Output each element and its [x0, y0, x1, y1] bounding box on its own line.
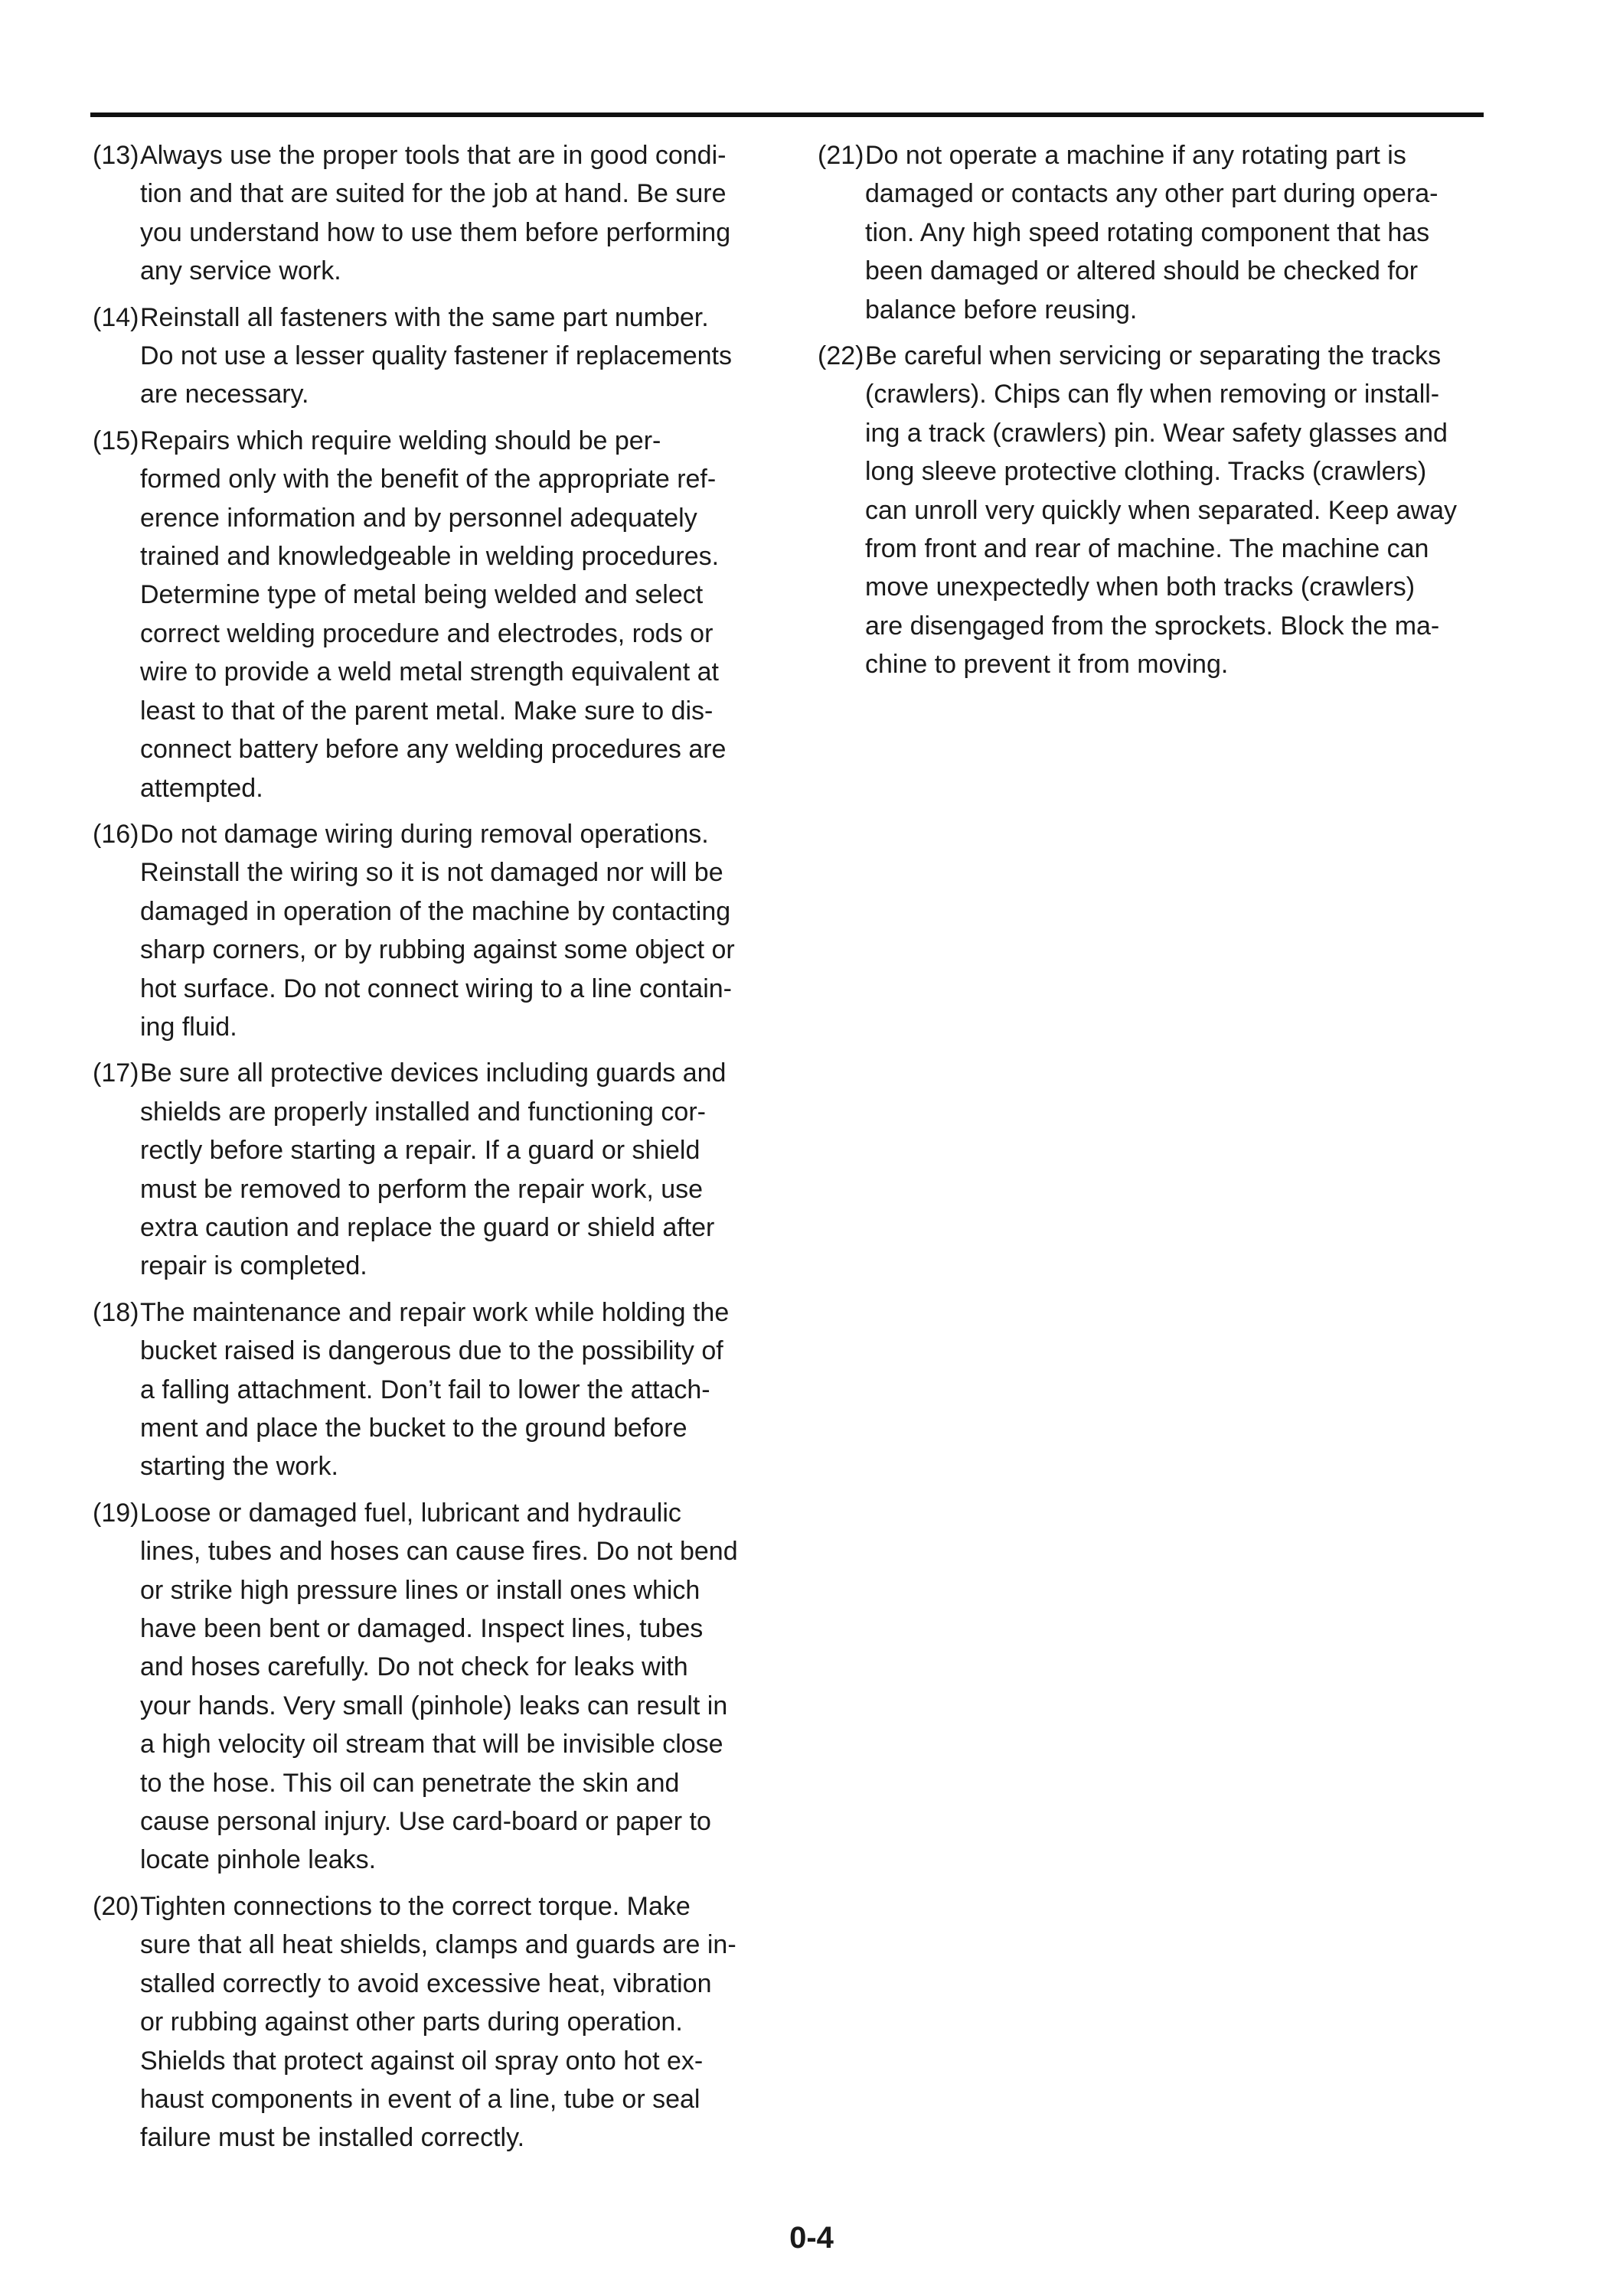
item-text: The maintenance and repair work while holding the bucket raised is dangerous due to the possibility of a falling attachment. Don’t fail to lower the attach- ment and place the bucket to the ground before starting the work.	[140, 1297, 730, 1482]
item-text: Be sure all protective devices including guards and shields are properly installed and functioning cor- rectly before starting a repair. If a guard or shield must be removed to perform the repair work, use extra caution and replace the guard or shield after repair is completed.	[140, 1058, 727, 1281]
item-number: (22)	[818, 341, 864, 371]
item-number: (18)	[93, 1297, 139, 1327]
list-item	[93, 1887, 766, 2157]
item-text: Tighten connections to the correct torque. Make sure that all heat shields, clamps and guards are in- stalled correctly to avoid excessive heat, vibration or rubbing against other parts during operation. Shields that protect against oil spray onto hot ex- haust components in event of a line, tube or seal failure must be installed correctly.	[140, 1891, 736, 2153]
item-number: (13)	[93, 141, 139, 170]
left-column	[93, 136, 766, 2165]
list-item	[93, 136, 766, 291]
item-text: Be careful when servicing or separating the tracks (crawlers). Chips can fly when removing or install- ing a track (crawlers) pin. Wear safety glasses and long sleeve protective clothing. Tracks (crawlers) can unroll very quickly when separated. Keep away from front and rear of machine. The machine can move unexpectedly when both tracks (crawlers) are disengaged from the sprockets. Block the ma- chine to prevent it from moving.	[865, 341, 1457, 680]
item-number: (14)	[93, 302, 139, 332]
page-number: 0-4	[789, 2221, 834, 2255]
item-number: (15)	[93, 426, 139, 455]
list-item	[93, 422, 766, 807]
item-number: (20)	[93, 1891, 139, 1921]
item-text: Loose or damaged fuel, lubricant and hydraulic lines, tubes and hoses can cause fires. Do not bend or strike high pressure lines or install ones which have been bent or damaged. Inspect lines, tubes and hoses carefully. Do not check for leaks with your hands. Very small (pinhole) leaks can result in a high velocity oil stream that will be invisible close to the hose. This oil can penetrate the skin and cause personal injury. Use card-board or paper to locate pinhole leaks.	[140, 1498, 738, 1875]
list-item	[93, 815, 766, 1046]
list-item	[93, 298, 766, 414]
item-text: Always use the proper tools that are in good condi- tion and that are suited for the job at hand. Be sure you understand how to use them before performing any service work.	[140, 141, 731, 286]
item-number: (17)	[93, 1058, 139, 1088]
list-item	[818, 136, 1491, 329]
list-item	[93, 1494, 766, 1880]
list-item	[93, 1054, 766, 1285]
header-rule	[90, 113, 1484, 117]
item-number: (21)	[818, 141, 864, 170]
item-number: (19)	[93, 1498, 139, 1528]
item-text: Repairs which require welding should be per- formed only with the benefit of the appropriate ref- erence information and by personnel adequately trained and knowledgeable in welding procedures. Determine type of metal being welded and select correct welding procedure and electrodes, rods or wire to provide a weld metal strength equivalent at least to that of the parent metal. Make sure to dis- connect battery before any welding procedures are attempted.	[140, 426, 727, 803]
item-number: (16)	[93, 819, 139, 849]
right-column	[818, 136, 1491, 692]
item-text: Do not damage wiring during removal operations. Reinstall the wiring so it is not damaged nor will be damaged in operation of the machine by contacting sharp corners, or by rubbing against some object or hot surface. Do not connect wiring to a line contain- ing fluid.	[140, 819, 735, 1042]
item-text: Do not operate a machine if any rotating part is damaged or contacts any other part during opera- tion. Any high speed rotating component that has been damaged or altered should be checked for balance before reusing.	[865, 141, 1438, 325]
item-text: Reinstall all fasteners with the same part number. Do not use a lesser quality fastener if replacements are necessary.	[140, 302, 732, 409]
list-item	[93, 1293, 766, 1486]
list-item	[818, 337, 1491, 684]
